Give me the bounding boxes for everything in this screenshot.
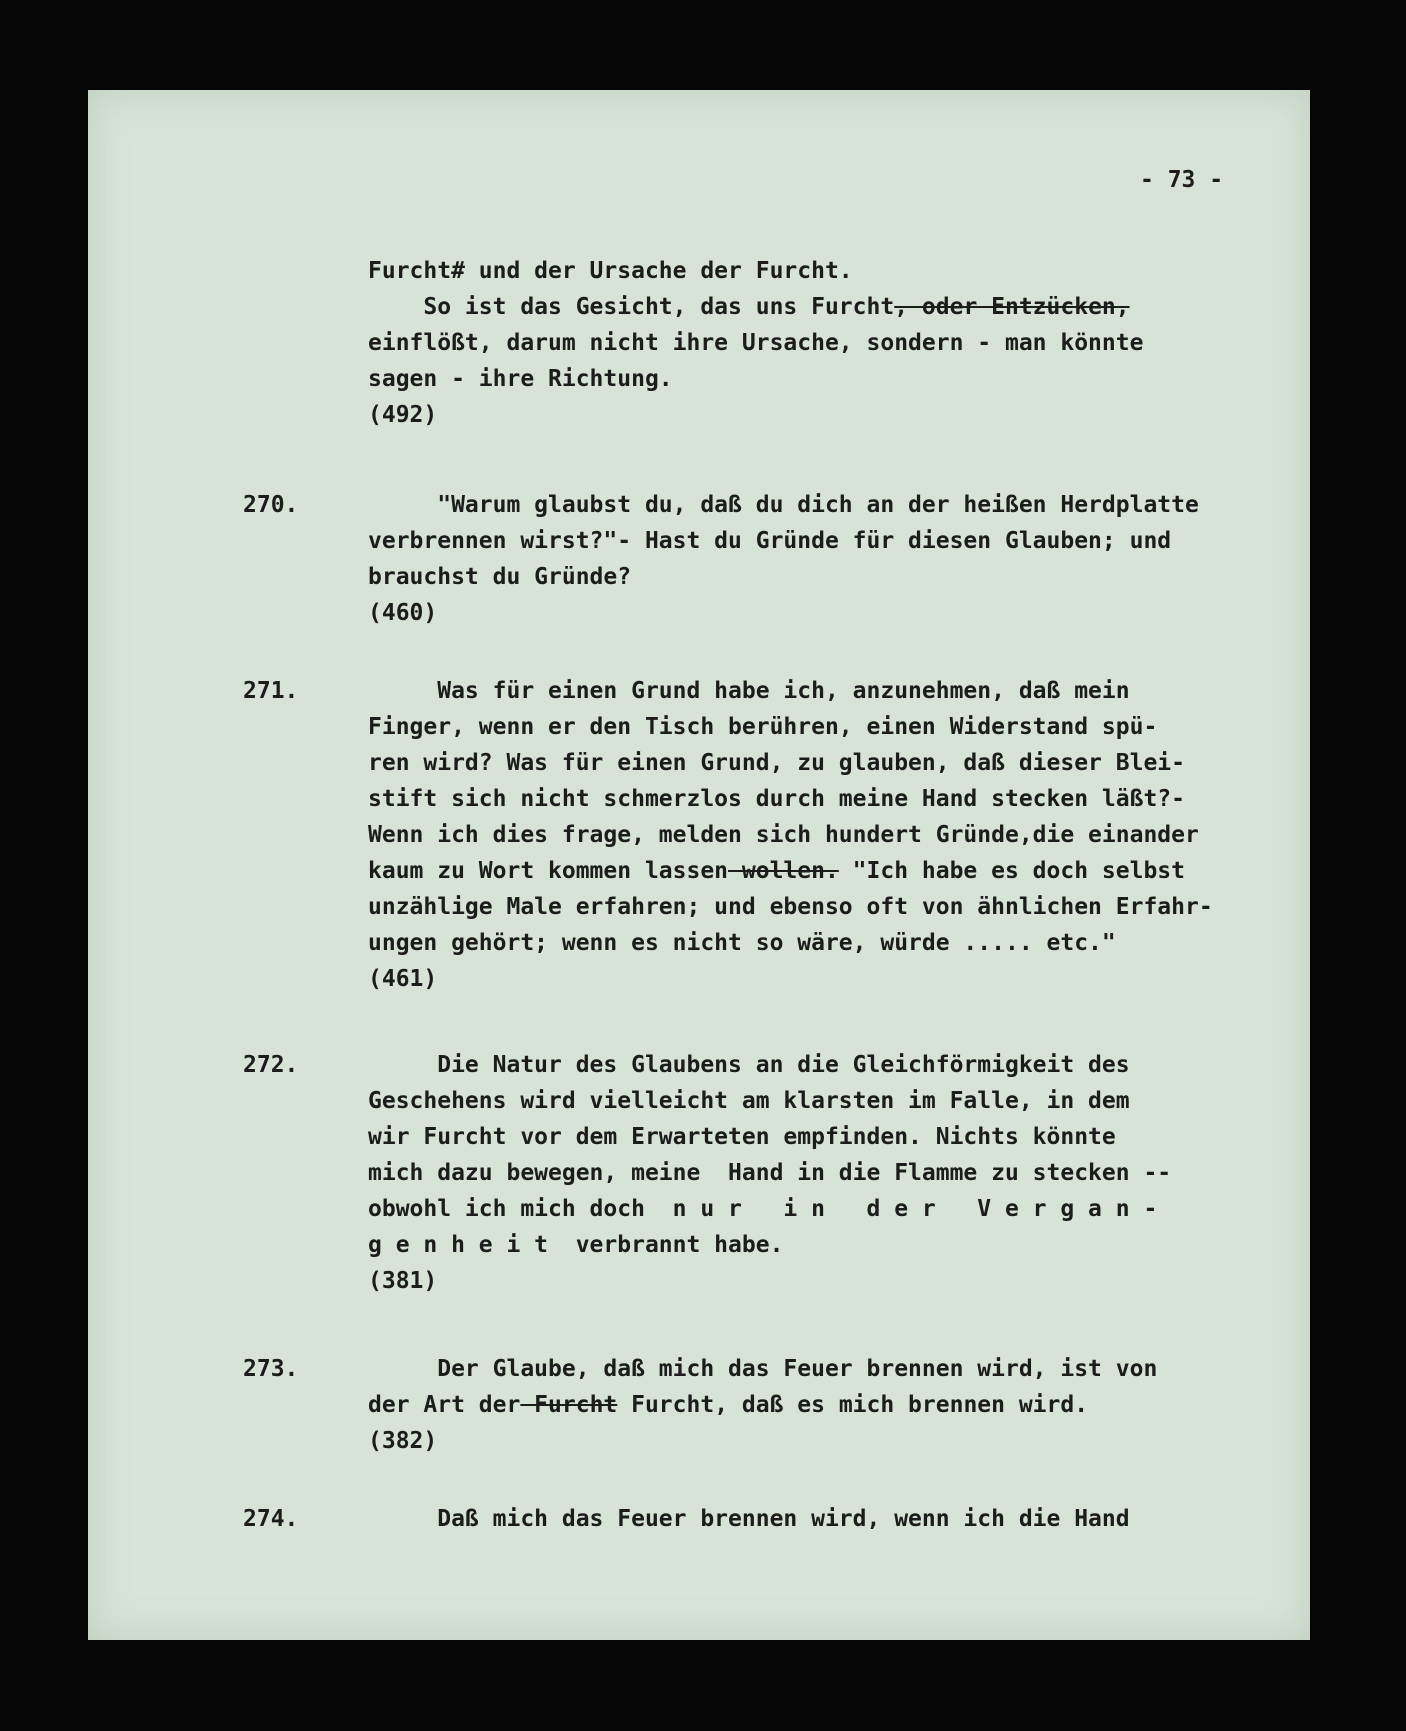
text-line: einflößt, darum nicht ihre Ursache, sondern - man könnte bbox=[368, 330, 1144, 356]
document-page bbox=[88, 90, 1310, 1640]
page-number: - 73 - bbox=[1140, 167, 1224, 193]
text-line: sagen - ihre Richtung. bbox=[368, 366, 673, 392]
struck-text: , oder Entzücken, bbox=[894, 294, 1130, 320]
struck-text: wollen. bbox=[728, 858, 839, 884]
remark-number: 272. bbox=[243, 1052, 299, 1078]
text-line: brauchst du Gründe? bbox=[368, 564, 632, 590]
reference-number: (461) bbox=[368, 966, 438, 992]
text-line: kaum zu Wort kommen lassen wollen. "Ich habe es doch selbst bbox=[368, 858, 1185, 884]
remark-number: 274. bbox=[243, 1506, 299, 1532]
text-line: wir Furcht vor dem Erwarteten empfinden. Nichts könnte bbox=[368, 1124, 1116, 1150]
reference-number: (381) bbox=[368, 1268, 438, 1294]
text-line: So ist das Gesicht, das uns Furcht, oder Entzücken, bbox=[368, 294, 1130, 320]
text-line: ungen gehört; wenn es nicht so wäre, würde ..... etc." bbox=[368, 930, 1116, 956]
text-line: stift sich nicht schmerzlos durch meine Hand stecken läßt?- bbox=[368, 786, 1185, 812]
text-line: Wenn ich dies frage, melden sich hundert Gründe,die einander bbox=[368, 822, 1199, 848]
text-line: Die Natur des Glaubens an die Gleichförmigkeit des bbox=[368, 1052, 1130, 1078]
remark-number: 273. bbox=[243, 1356, 299, 1382]
text-line: Was für einen Grund habe ich, anzunehmen, daß mein bbox=[368, 678, 1130, 704]
text-line: Finger, wenn er den Tisch berühren, einen Widerstand spü- bbox=[368, 714, 1158, 740]
reference-number: (382) bbox=[368, 1428, 438, 1454]
text-line: "Warum glaubst du, daß du dich an der heißen Herdplatte bbox=[368, 492, 1199, 518]
text-line: Daß mich das Feuer brennen wird, wenn ich die Hand bbox=[368, 1506, 1130, 1532]
text-line: Der Glaube, daß mich das Feuer brennen wird, ist von bbox=[368, 1356, 1158, 1382]
text-line: Geschehens wird vielleicht am klarsten im Falle, in dem bbox=[368, 1088, 1130, 1114]
text-line: Furcht# und der Ursache der Furcht. bbox=[368, 258, 853, 284]
remark-number: 271. bbox=[243, 678, 299, 704]
text-line: verbrennen wirst?"- Hast du Gründe für diesen Glauben; und bbox=[368, 528, 1172, 554]
text-line: ren wird? Was für einen Grund, zu glauben, daß dieser Blei- bbox=[368, 750, 1185, 776]
struck-text: Furcht bbox=[520, 1392, 618, 1418]
text-line: obwohl ich mich doch n u r i n d e r V e r g a n - bbox=[368, 1196, 1158, 1222]
reference-number: (460) bbox=[368, 600, 438, 626]
text-line: mich dazu bewegen, meine Hand in die Flamme zu stecken -- bbox=[368, 1160, 1172, 1186]
text-line: der Art der Furcht Furcht, daß es mich brennen wird. bbox=[368, 1392, 1089, 1418]
text-line: g e n h e i t verbrannt habe. bbox=[368, 1232, 784, 1258]
reference-number: (492) bbox=[368, 402, 438, 428]
remark-number: 270. bbox=[243, 492, 299, 518]
text-line: unzählige Male erfahren; und ebenso oft von ähnlichen Erfahr- bbox=[368, 894, 1213, 920]
